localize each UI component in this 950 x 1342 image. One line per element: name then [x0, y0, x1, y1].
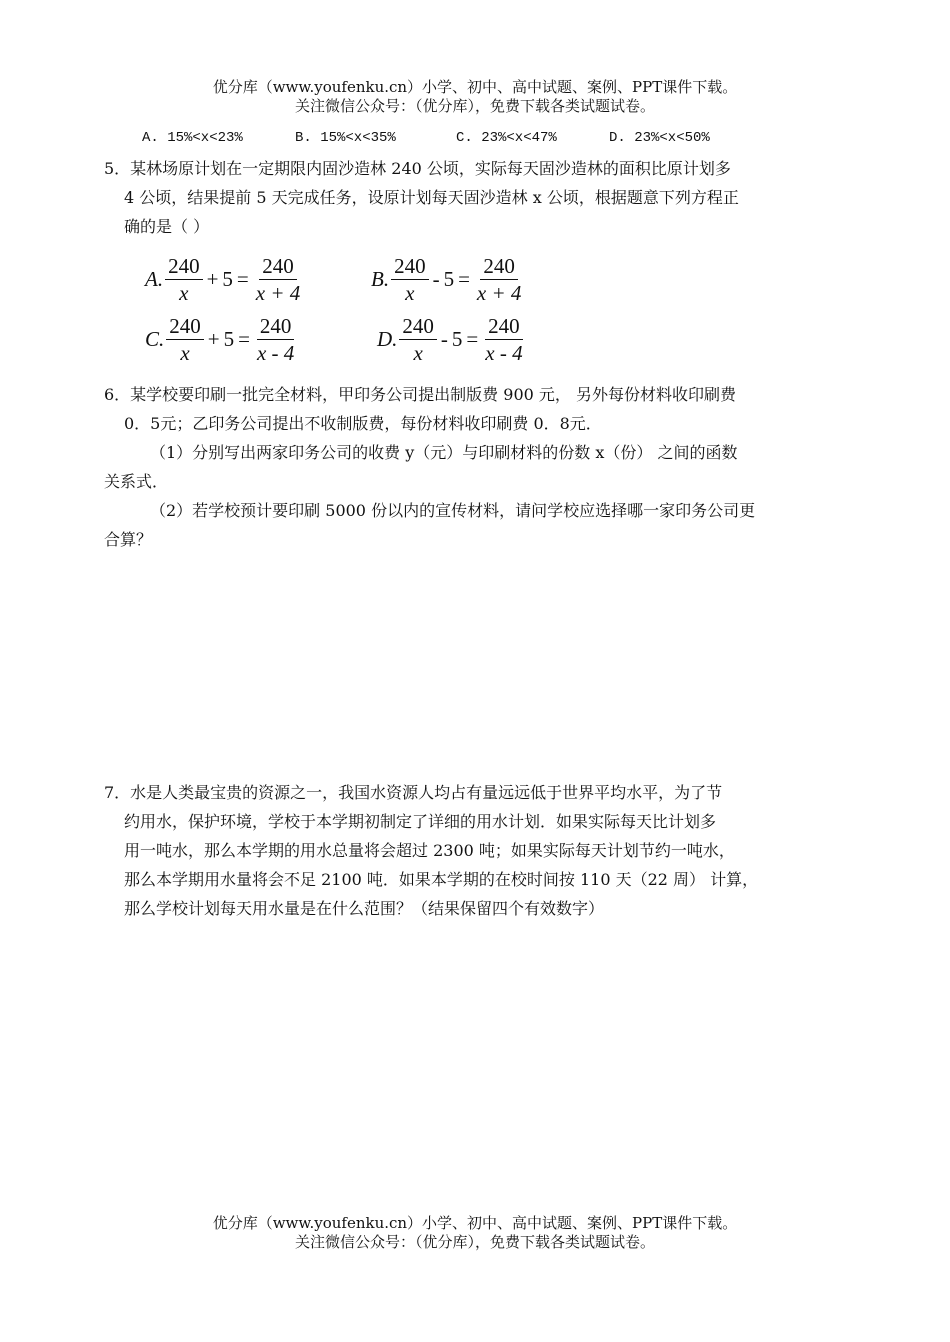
question-7-line-5: 那么学校计划每天用水量是在什么范围？（结果保留四个有效数字） [124, 899, 605, 918]
fraction [253, 254, 304, 305]
equals-sign: = [458, 267, 470, 291]
formula-label: A. [145, 267, 164, 291]
page-header [0, 78, 950, 116]
numerator: 240 [165, 254, 203, 280]
denominator: x [180, 341, 190, 365]
numerator: 240 [259, 254, 297, 280]
numerator: 240 [399, 314, 437, 340]
header-line-2: 关注微信公众号：（优分库），免费下载各类试题试卷。 [294, 97, 655, 115]
operator: + [206, 267, 219, 291]
equals-sign: = [236, 267, 249, 291]
formula-label: D. [377, 327, 398, 351]
fraction [254, 314, 297, 365]
fraction [474, 254, 525, 305]
fraction [165, 254, 203, 305]
denominator: x [179, 281, 189, 305]
operator: - [432, 267, 440, 291]
option-b: B. 15%<x<35% [295, 130, 396, 146]
question-7-line-2: 约用水，保护环境，学校于本学期初制定了详细的用水计划．如果实际每天比计划多 [124, 812, 717, 831]
constant: 5 [451, 327, 463, 351]
formula-label: C. [145, 327, 165, 351]
question-7 [104, 778, 758, 923]
formula-option-c [145, 314, 299, 365]
numerator: 240 [257, 314, 295, 340]
question-5-line-3: 确的是（ ） [124, 217, 210, 236]
footer-line-2: 关注微信公众号：（优分库），免费下载各类试题试卷。 [294, 1233, 655, 1251]
denominator: x - 4 [485, 341, 523, 365]
question-6-line-3: （1）分别写出两家印务公司的收费 y（元）与印刷材料的份数 x（份） 之间的函数 [150, 443, 738, 462]
question-6 [104, 380, 755, 554]
question-5-line-1: 5．某林场原计划在一定期限内固沙造林 240 公顷，实际每天固沙造林的面积比原计划多 [104, 159, 731, 178]
question-5-line-2: 4 公顷，结果提前 5 天完成任务，设原计划每天固沙造林 x 公顷，根据题意下列方程正 [124, 188, 739, 207]
footer-line-1: 优分库（www.youfenku.cn）小学、初中、高中试题、案例、PPT课件下载。 [212, 1214, 738, 1232]
operator: - [440, 327, 448, 351]
question-6-line-2: 0．5元；乙印务公司提出不收制版费，每份材料收印刷费 0．8元． [124, 414, 602, 433]
denominator: x [405, 281, 415, 305]
fraction [399, 314, 437, 365]
question-6-line-4: 关系式． [104, 472, 169, 491]
constant: 5 [222, 267, 233, 291]
question-7-line-3: 用一吨水，那么本学期的用水总量将会超过 2300 吨；如果实际每天计划节约一吨水， [124, 841, 735, 860]
header-line-1: 优分库（www.youfenku.cn）小学、初中、高中试题、案例、PPT课件下载。 [212, 78, 738, 96]
constant: 5 [223, 327, 235, 351]
equals-sign: = [466, 327, 479, 351]
option-a: A. 15%<x<23% [142, 130, 243, 146]
question-6-line-6: 合算？ [104, 530, 153, 549]
numerator: 240 [391, 254, 429, 280]
question-7-line-1: 7．水是人类最宝贵的资源之一，我国水资源人均占有量远远低于世界平均水平，为了节 [104, 783, 723, 802]
numerator: 240 [480, 254, 518, 280]
operator: + [207, 327, 220, 351]
question-7-line-4: 那么本学期用水量将会不足 2100 吨．如果本学期的在校时间按 110 天（22 周） 计算， [124, 870, 759, 889]
fraction [482, 314, 525, 365]
question-4-options [142, 130, 710, 146]
fraction [391, 254, 429, 305]
formula-option-d [377, 314, 528, 365]
denominator: x + 4 [255, 281, 301, 305]
page-footer [0, 1214, 950, 1252]
formula-label: B. [371, 267, 390, 291]
formula-option-b [371, 254, 526, 305]
constant: 5 [443, 267, 455, 291]
option-d: D. 23%<x<50% [609, 130, 710, 146]
numerator: 240 [485, 314, 523, 340]
question-5 [104, 154, 739, 241]
numerator: 240 [166, 314, 204, 340]
denominator: x [413, 341, 423, 365]
question-6-line-5: （2）若学校预计要印刷 5000 份以内的宣传材料，请问学校应选择哪一家印务公司更 [150, 501, 756, 520]
equals-sign: = [238, 327, 250, 351]
question-6-line-1: 6．某学校要印刷一批完全材料，甲印务公司提出制版费 900 元， 另外每份材料收印刷费 [104, 385, 736, 404]
formula-option-a [145, 254, 305, 305]
denominator: x - 4 [256, 341, 295, 365]
option-c: C. 23%<x<47% [456, 130, 557, 146]
denominator: x + 4 [476, 281, 522, 305]
fraction [166, 314, 204, 365]
